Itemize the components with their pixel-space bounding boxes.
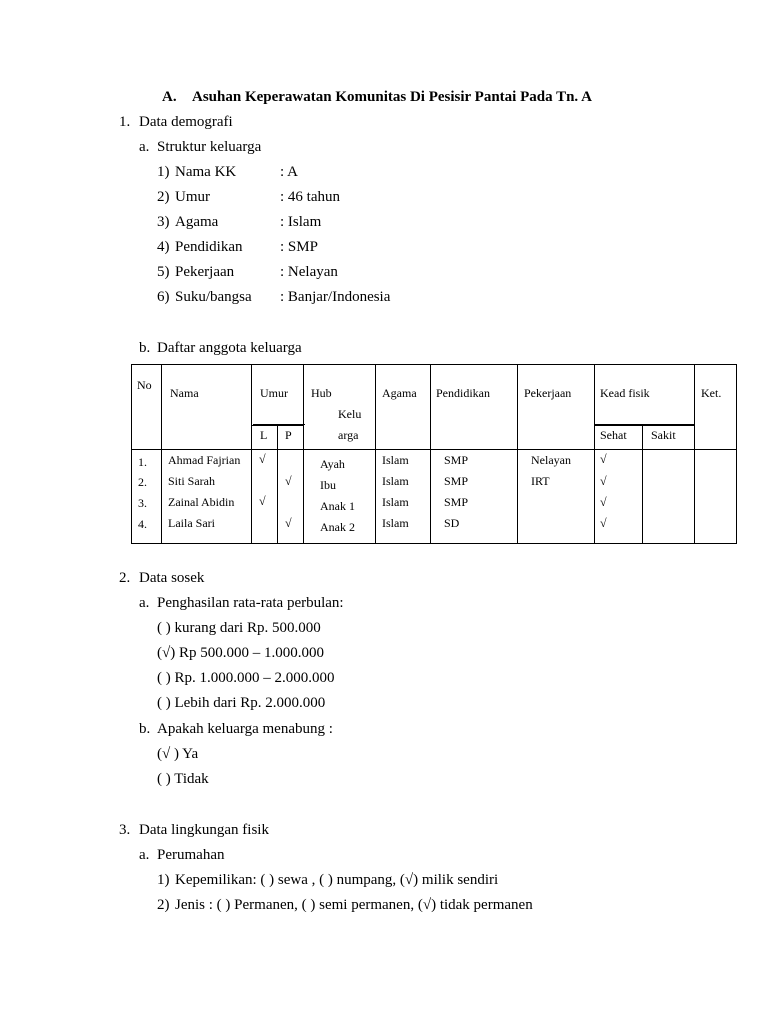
subsection-2a-title: Penghasilan rata-rata perbulan: <box>157 595 344 611</box>
heading-letter: A. <box>162 89 177 105</box>
section-3-number: 3. <box>119 822 131 838</box>
th-umur-l: L <box>260 428 268 442</box>
section-3-title: Data lingkungan fisik <box>139 822 269 838</box>
cell-sehat: √ <box>600 452 607 466</box>
cell-agama: Islam <box>382 516 409 530</box>
cell-no: 1. <box>138 455 147 469</box>
item-value: : Islam <box>280 214 322 230</box>
kead-subheader-rule <box>595 424 695 425</box>
item-value: : 46 tahun <box>280 189 340 205</box>
page-title: Asuhan Keperawatan Komunitas Di Pesisir Pantai Pada Tn. A <box>192 89 592 105</box>
section-1-number: 1. <box>119 114 131 130</box>
cell-nama: Siti Sarah <box>168 474 215 488</box>
th-pekerjaan: Pekerjaan <box>524 386 572 400</box>
item-label: Pendidikan <box>175 239 243 255</box>
th-sakit: Sakit <box>651 428 676 442</box>
item-label: Agama <box>175 214 219 230</box>
item-number: 2) <box>157 189 170 205</box>
item-label: Umur <box>175 189 210 205</box>
income-option: ( ) kurang dari Rp. 500.000 <box>157 620 321 636</box>
housing-item-text: Kepemilikan: ( ) sewa , ( ) numpang, (√) milik sendiri <box>175 872 499 888</box>
item-value: : A <box>280 164 298 180</box>
subsection-3a-letter: a. <box>139 847 150 863</box>
cell-p: √ <box>285 474 292 488</box>
cell-pendidikan: SD <box>444 516 460 530</box>
cell-sehat: √ <box>600 495 607 509</box>
th-hub-3: arga <box>338 428 359 442</box>
cell-sehat: √ <box>600 516 607 530</box>
cell-nama: Ahmad Fajrian <box>168 453 241 467</box>
housing-item-number: 1) <box>157 872 170 888</box>
cell-hub: Ayah <box>320 457 345 471</box>
th-ket: Ket. <box>701 386 722 400</box>
th-hub-2: Kelu <box>338 407 362 421</box>
item-number: 3) <box>157 214 170 230</box>
cell-agama: Islam <box>382 495 409 509</box>
cell-l: √ <box>259 494 266 508</box>
umur-subheader-rule <box>253 424 305 425</box>
housing-item-text: Jenis : ( ) Permanen, ( ) semi permanen, (√) tidak permanen <box>175 897 533 913</box>
th-umur-p: P <box>285 428 292 442</box>
cell-hub: Ibu <box>320 478 336 492</box>
savings-option: (√ ) Ya <box>157 746 199 762</box>
savings-option: ( ) Tidak <box>157 771 209 787</box>
th-pendidikan: Pendidikan <box>436 386 490 400</box>
subsection-1b-title: Daftar anggota keluarga <box>157 340 302 356</box>
cell-hub: Anak 1 <box>320 499 355 513</box>
cell-agama: Islam <box>382 474 409 488</box>
item-number: 1) <box>157 164 170 180</box>
cell-l: √ <box>259 452 266 466</box>
cell-pekerjaan: IRT <box>531 474 550 488</box>
section-2-title: Data sosek <box>139 570 205 586</box>
th-hub-1: Hub <box>311 386 332 400</box>
subsection-2b-title: Apakah keluarga menabung : <box>157 721 333 737</box>
subsection-1a-letter: a. <box>139 139 150 155</box>
subsection-3a-title: Perumahan <box>157 847 225 863</box>
subsection-2b-letter: b. <box>139 721 151 737</box>
item-value: : Banjar/Indonesia <box>280 289 391 305</box>
subsection-1b-letter: b. <box>139 340 151 356</box>
cell-sehat: √ <box>600 474 607 488</box>
th-nama: Nama <box>170 386 199 400</box>
cell-nama: Laila Sari <box>168 516 215 530</box>
cell-hub: Anak 2 <box>320 520 355 534</box>
section-2-number: 2. <box>119 570 131 586</box>
subsection-2a-letter: a. <box>139 595 150 611</box>
cell-pendidikan: SMP <box>444 495 469 509</box>
item-number: 4) <box>157 239 170 255</box>
item-value: : Nelayan <box>280 264 338 280</box>
item-label: Suku/bangsa <box>175 289 252 305</box>
cell-no: 2. <box>138 475 147 489</box>
th-umur: Umur <box>260 386 288 400</box>
cell-no: 4. <box>138 517 147 531</box>
th-agama: Agama <box>382 386 417 400</box>
subsection-1a-title: Struktur keluarga <box>157 139 262 155</box>
cell-pekerjaan: Nelayan <box>531 453 571 467</box>
th-sehat: Sehat <box>600 428 627 442</box>
cell-agama: Islam <box>382 453 409 467</box>
item-label: Pekerjaan <box>175 264 235 280</box>
cell-pendidikan: SMP <box>444 453 469 467</box>
item-number: 5) <box>157 264 170 280</box>
th-kead-fisik: Kead fisik <box>600 386 650 400</box>
cell-p: √ <box>285 516 292 530</box>
item-value: : SMP <box>280 239 318 255</box>
item-label: Nama KK <box>175 164 237 180</box>
cell-pendidikan: SMP <box>444 474 469 488</box>
cell-no: 3. <box>138 496 147 510</box>
housing-item-number: 2) <box>157 897 170 913</box>
income-option: ( ) Lebih dari Rp. 2.000.000 <box>157 695 326 711</box>
income-option: (√) Rp 500.000 – 1.000.000 <box>157 645 324 661</box>
cell-nama: Zainal Abidin <box>168 495 235 509</box>
th-no: No <box>137 378 152 392</box>
item-number: 6) <box>157 289 170 305</box>
income-option: ( ) Rp. 1.000.000 – 2.000.000 <box>157 670 335 686</box>
section-1-title: Data demografi <box>139 114 233 130</box>
